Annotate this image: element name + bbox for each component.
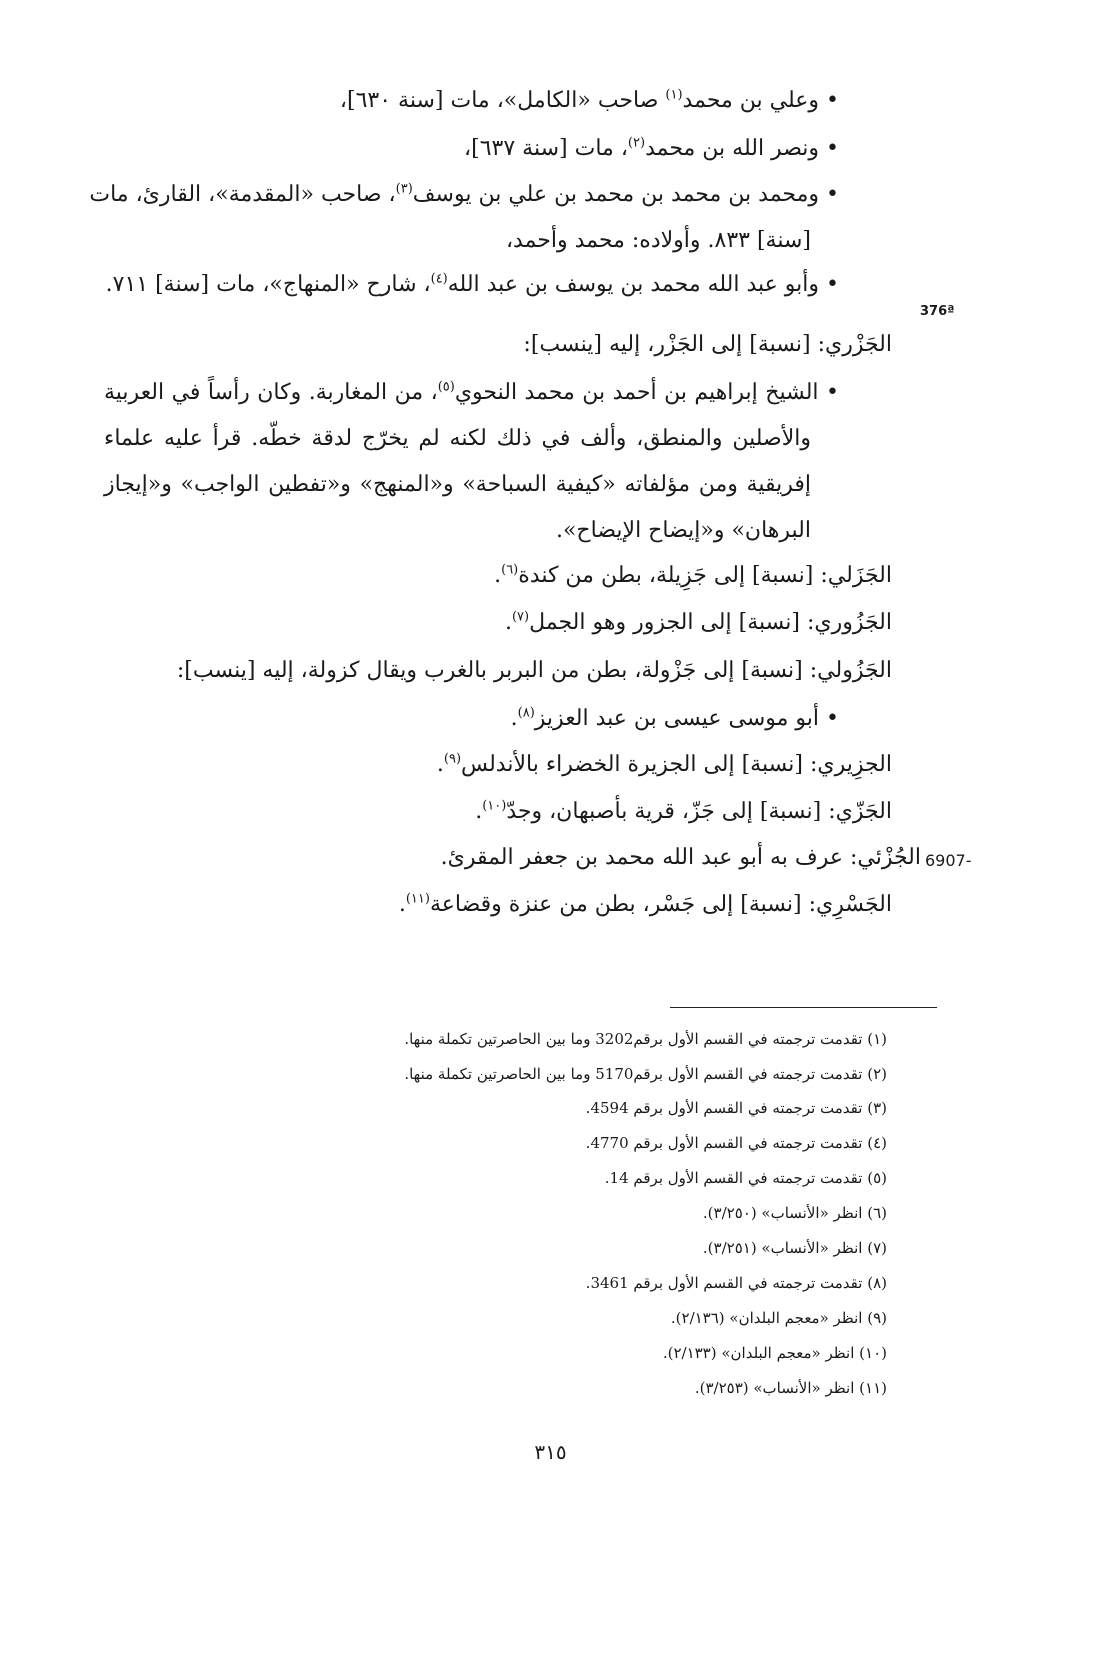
- footnote-7: (٧) انظر «الأنساب» (٣/٢٥١).: [702, 1239, 887, 1257]
- text-line-10: البرهان» و«إيضاح الإيضاح».: [555, 518, 811, 543]
- footnote-10: (١٠) انظر «معجم البلدان» (٢/١٣٣).: [662, 1344, 887, 1362]
- footnote-4: (٤) تقدمت ترجمته في القسم الأول برقم 4770.: [585, 1134, 887, 1152]
- text-line-3: • ومحمد بن محمد بن محمد بن علي بن يوسف$^{(٣)}$، صاحب «المقدمة»، القارئ، مات: [89, 181, 839, 207]
- page-number: ٣١٥: [534, 1440, 567, 1464]
- text-line-9: إفريقية ومن مؤلفاته «كيفية السباحة» و«المنهج» و«تفطين الواجب» و«إيجاز: [104, 472, 811, 497]
- entry-number: 6907-: [925, 851, 972, 870]
- heading-jaziri: الجزِيري: [نسبة] إلى الجزيرة الخضراء بالأندلس$^{(٩)}$.: [436, 751, 892, 777]
- text-line-5: • وأبو عبد الله محمد بن يوسف بن عبد الله$^{(٤)}$، شارح «المنهاج»، مات [سنة] ٧١١.: [105, 271, 839, 297]
- heading-jasri: الجَسْرِي: [نسبة] إلى جَسْر، بطن من عنزة وقضاعة$^{(١١)}$.: [398, 891, 892, 917]
- heading-jazri: الجَزْري: [نسبة] إلى الجَزْر، إليه [ينسب]:: [523, 332, 892, 357]
- text-line-1: • وعلي بن محمد$^{(١)}$ صاحب «الكامل»، مات [سنة ٦٣٠]،: [339, 87, 839, 113]
- footnote-8: (٨) تقدمت ترجمته في القسم الأول برقم 3461.: [585, 1274, 887, 1292]
- margin-folio-mark: 376ª: [920, 304, 955, 319]
- text-line-2: • ونصر الله بن محمد$^{(٢)}$، مات [سنة ٦٣٧]،: [464, 135, 839, 161]
- footnote-1: (١) تقدمت ترجمته في القسم الأول برقم3202 وما بين الحاصرتين تكملة منها.: [404, 1030, 887, 1048]
- heading-juzi: الجُزْئي: عرف به أبو عبد الله محمد بن جعفر المقرئ.: [440, 845, 921, 870]
- text-line-14: • أبو موسى عيسى بن عبد العزيز$^{(٨)}$.: [510, 705, 839, 731]
- text-line-7: • الشيخ إبراهيم بن أحمد بن محمد النحوي$^{(٥)}$، من المغاربة. وكان رأساً في العربية: [104, 379, 839, 405]
- footnote-9: (٩) انظر «معجم البلدان» (٢/١٣٦).: [670, 1309, 887, 1327]
- footnote-5: (٥) تقدمت ترجمته في القسم الأول برقم 14.: [604, 1169, 887, 1187]
- footnote-2: (٢) تقدمت ترجمته في القسم الأول برقم5170 وما بين الحاصرتين تكملة منها.: [404, 1065, 887, 1083]
- footnote-11: (١١) انظر «الأنساب» (٣/٢٥٣).: [694, 1379, 887, 1397]
- text-line-8: والأصلين والمنطق، وألف في ذلك لكنه لم يخرّج لدقة خطّه. قرأ عليه علماء: [104, 426, 811, 451]
- heading-jazali: الجَزَلي: [نسبة] إلى جَزِيلة، بطن من كندة$^{(٦)}$.: [494, 562, 892, 588]
- heading-jazuri: الجَزُوري: [نسبة] إلى الجزور وهو الجمل$^{(٧)}$.: [504, 609, 892, 635]
- text-line-4: [سنة] ٨٣٣. وأولاده: محمد وأحمد،: [505, 228, 811, 253]
- footnote-3: (٣) تقدمت ترجمته في القسم الأول برقم 4594.: [585, 1099, 887, 1117]
- footnote-6: (٦) انظر «الأنساب» (٣/٢٥٠).: [702, 1204, 887, 1222]
- footnote-separator: [670, 1007, 937, 1008]
- heading-jazuli: الجَزُولي: [نسبة] إلى جَزْولة، بطن من البربر بالغرب ويقال كزولة، إليه [ينسب]:: [176, 658, 892, 683]
- heading-jazzi: الجَزّي: [نسبة] إلى جَزّ، قرية بأصبهان، وجدّ$^{(١٠)}$.: [475, 798, 892, 824]
